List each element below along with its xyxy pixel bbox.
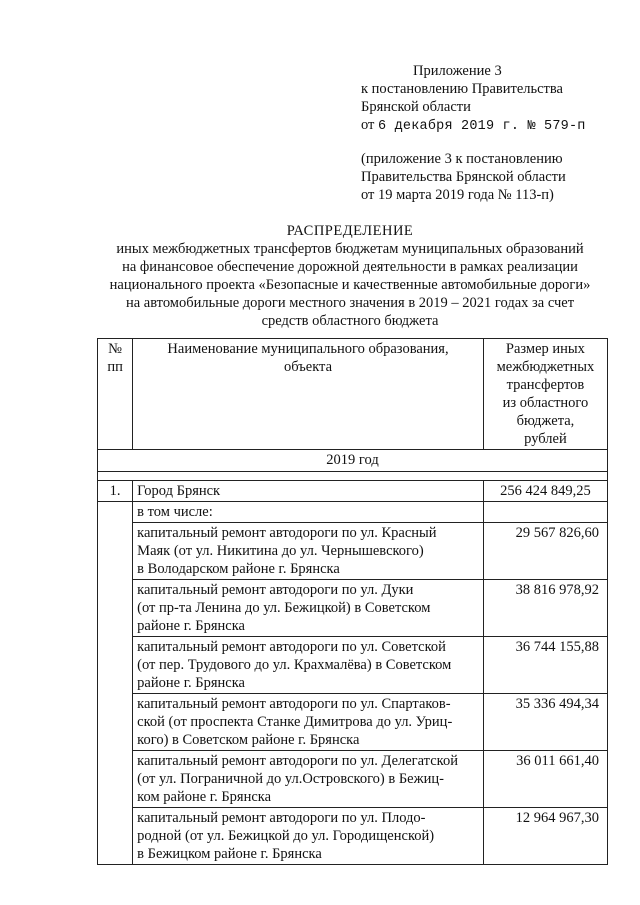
object-line: капитальный ремонт автодороги по ул. Плодо-: [137, 810, 426, 826]
header-name: [133, 339, 484, 450]
object-line: кого) в Советском районе г. Брянска: [137, 732, 360, 748]
previous-line-1: (приложение 3 к постановлению: [361, 151, 563, 167]
object-line: родной (от ул. Бежицкой до ул. Городищенской): [137, 828, 435, 844]
header-num-line: №: [108, 341, 122, 357]
object-line: в Бежицком районе г. Брянска: [137, 846, 322, 862]
year-label: 2019 год: [98, 450, 608, 472]
appendix-block: [361, 62, 631, 136]
table-row: [98, 580, 608, 637]
including-row: [98, 502, 608, 523]
object-line: капитальный ремонт автодороги по ул. Красный: [137, 525, 437, 541]
header-name-line: объекта: [284, 359, 333, 375]
appendix-date-value: 6 декабря 2019 г. № 579-п: [378, 119, 586, 134]
object-line: в Володарском районе г. Брянска: [137, 561, 340, 577]
appendix-date-prefix: от: [361, 117, 375, 133]
object-line: капитальный ремонт автодороги по ул. Спартаков-: [137, 696, 451, 712]
heading-line-4: на автомобильные дороги местного значения в 2019 – 2021 годах за счет: [125, 295, 575, 311]
municipality-amount: 256 424 849,25: [483, 481, 607, 502]
object-line: (от пр-та Ленина до ул. Бежицкой) в Советском: [137, 600, 431, 616]
appendix-line-2: Брянской области: [361, 99, 471, 115]
spacer-row: [98, 472, 608, 481]
appendix-date: [361, 116, 631, 136]
transfers-table: [97, 338, 608, 865]
header-amount-line: межбюджетных: [496, 359, 595, 375]
municipality-row: [98, 481, 608, 502]
object-name: [133, 808, 484, 865]
previous-appendix-note: [361, 150, 631, 204]
object-amount: 36 011 661,40: [483, 751, 607, 808]
including-label: в том числе:: [133, 502, 484, 523]
object-line: капитальный ремонт автодороги по ул. Дуки: [137, 582, 414, 598]
header-num: [98, 339, 133, 450]
heading-line-3: национального проекта «Безопасные и качественные автомобильные дороги»: [109, 277, 591, 293]
previous-line-2: Правительства Брянской области: [361, 169, 566, 185]
document-heading: [60, 222, 640, 330]
object-amount: 36 744 155,88: [483, 637, 607, 694]
table-row: [98, 751, 608, 808]
object-name: [133, 751, 484, 808]
object-line: капитальный ремонт автодороги по ул. Советской: [137, 639, 446, 655]
object-line: районе г. Брянска: [137, 618, 245, 634]
object-line: ком районе г. Брянска: [137, 789, 272, 805]
heading-line-2: на финансовое обеспечение дорожной деятельности в рамках реализации: [122, 259, 578, 275]
municipality-name: Город Брянск: [133, 481, 484, 502]
object-amount: 38 816 978,92: [483, 580, 607, 637]
object-line: Маяк (от ул. Никитина до ул. Чернышевского): [137, 543, 424, 559]
object-name: [133, 694, 484, 751]
header-amount-line: рублей: [524, 431, 567, 447]
object-amount: 35 336 494,34: [483, 694, 607, 751]
header-num-line: пп: [107, 359, 123, 375]
object-line: (от ул. Пограничной до ул.Островского) в Бежиц-: [137, 771, 444, 787]
spacer-cell: [98, 472, 608, 481]
including-amount-blank: [483, 502, 607, 523]
object-amount: 12 964 967,30: [483, 808, 607, 865]
object-line: капитальный ремонт автодороги по ул. Делегатской: [137, 753, 458, 769]
object-name: [133, 580, 484, 637]
previous-line-3: от 19 марта 2019 года № 113-п): [361, 187, 554, 203]
header-amount-line: трансфертов: [506, 377, 585, 393]
header-amount: [483, 339, 607, 450]
header-amount-line: из областного: [502, 395, 589, 411]
heading-line-5: средств областного бюджета: [261, 313, 439, 329]
num-blank: [98, 502, 133, 865]
table-header-row: [98, 339, 608, 450]
heading-line-1: иных межбюджетных трансфертов бюджетам муниципальных образований: [116, 241, 584, 257]
table-row: [98, 523, 608, 580]
object-name: [133, 523, 484, 580]
object-name: [133, 637, 484, 694]
municipality-num: 1.: [98, 481, 133, 502]
object-amount: 29 567 826,60: [483, 523, 607, 580]
object-line: (от пер. Трудового до ул. Крахмалёва) в Советском: [137, 657, 452, 673]
object-line: районе г. Брянска: [137, 675, 245, 691]
appendix-title: Приложение 3: [413, 63, 502, 79]
header-name-line: Наименование муниципального образования,: [167, 341, 449, 357]
header-amount-line: Размер иных: [505, 341, 585, 357]
appendix-line-1: к постановлению Правительства: [361, 81, 563, 97]
table-row: [98, 808, 608, 865]
header-amount-line: бюджета,: [516, 413, 575, 429]
table-row: [98, 694, 608, 751]
table-row: [98, 637, 608, 694]
object-line: ской (от проспекта Станке Димитрова до ул. Уриц-: [137, 714, 453, 730]
heading-title: РАСПРЕДЕЛЕНИЕ: [286, 223, 414, 239]
year-row: [98, 450, 608, 472]
